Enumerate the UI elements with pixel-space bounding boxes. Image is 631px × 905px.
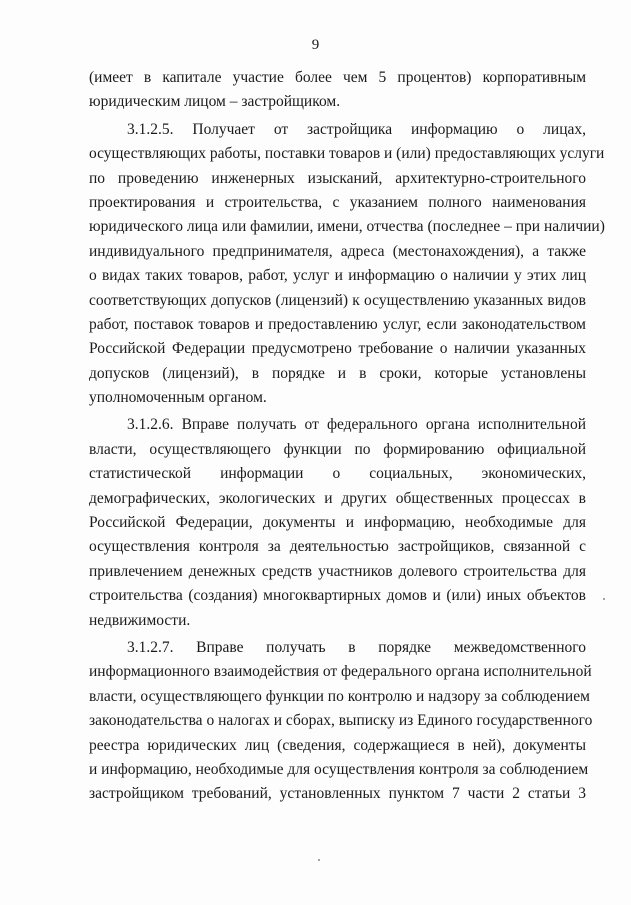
- text-line: 3.1.2.6. Вправе получать от федерального органа исполнительной: [127, 416, 586, 434]
- page-number: 9: [311, 37, 320, 53]
- text-line: недвижимости.: [89, 611, 191, 629]
- text-line: соответствующих допусков (лицензий) к осуществлению указанных видов: [89, 291, 586, 309]
- text-line: статистической информации о социальных, экономических,: [89, 465, 586, 483]
- text-line: по проведению инженерных изысканий, архитектурно-строительного: [89, 169, 586, 187]
- text-line: юридического лица или фамилии, имени, отчества (последнее – при наличии): [89, 218, 605, 236]
- text-line: власти, осуществляющего функции по формированию официальной: [89, 440, 586, 458]
- paragraph-3-1-2-5: [89, 118, 605, 411]
- document-body: [89, 66, 605, 807]
- text-line: застройщиком требований, установленных пунктом 7 части 2 статьи 3: [89, 785, 586, 803]
- text-line: демографических, экологических и других общественных процессах в: [89, 489, 586, 507]
- text-line: (имеет в капитале участие более чем 5 процентов) корпоративным: [89, 69, 586, 86]
- text-line: допусков (лицензий), в порядке и в сроки, которые установлены: [89, 364, 586, 382]
- text-line: осуществляющих работы, поставки товаров и (или) предоставляющих услуги: [89, 145, 605, 163]
- text-line: законодательства о налогах и сборах, выписку из Единого государственного: [89, 712, 593, 730]
- scan-speck: [603, 598, 605, 600]
- text-line: реестра юридических лиц (сведения, содержащиеся в ней), документы: [89, 736, 586, 754]
- paragraph-continuation: [89, 66, 586, 115]
- text-line: 3.1.2.5. Получает от застройщика информацию о лицах,: [127, 120, 586, 138]
- text-line: привлечением денежных средств участников долевого строительства для: [89, 562, 586, 580]
- paragraph-3-1-2-6: [89, 413, 586, 633]
- text-line: власти, осуществляющего функции по контролю и надзору за соблюдением: [89, 687, 590, 705]
- text-line: проектирования и строительства, с указанием полного наименования: [89, 193, 586, 211]
- paragraph-3-1-2-7: [89, 636, 593, 807]
- text-line: строительства (создания) многоквартирных домов и (или) иных объектов: [89, 587, 586, 605]
- text-line: работ, поставок товаров и предоставлению услуг, если законодательством: [89, 315, 586, 333]
- text-line: осуществления контроля за деятельностью застройщиков, связанной с: [89, 538, 586, 556]
- text-line: индивидуального предпринимателя, адреса (местонахождения), а также: [89, 242, 586, 260]
- text-line: юридическим лицом – застройщиком.: [89, 93, 341, 111]
- text-line: и информацию, необходимые для осуществления контроля за соблюдением: [89, 760, 589, 778]
- text-line: 3.1.2.7. Вправе получать в порядке межведомственного: [127, 638, 586, 656]
- text-line: Российской Федерации предусмотрено требование о наличии указанных: [89, 340, 586, 358]
- text-line: Российской Федерации, документы и информацию, необходимые для: [89, 514, 586, 532]
- scan-speck: [318, 859, 320, 861]
- text-line: о видах таких товаров, работ, услуг и информацию о наличии у этих лиц: [89, 267, 586, 285]
- text-line: информационного взаимодействия от федерального органа исполнительной: [89, 663, 592, 681]
- text-line: уполномоченным органом.: [89, 389, 267, 407]
